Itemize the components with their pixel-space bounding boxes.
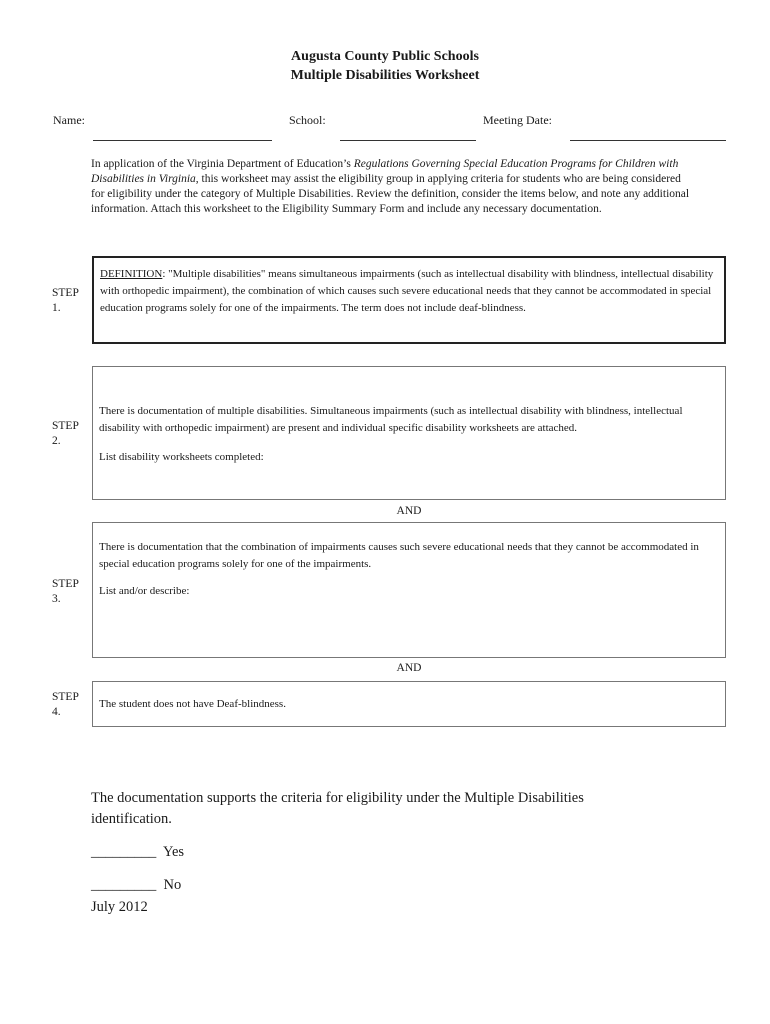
definition-term: DEFINITION	[100, 268, 163, 280]
document-title: Augusta County Public Schools	[291, 49, 479, 64]
step-1-label: STEP 1.	[52, 287, 79, 314]
definition-text	[100, 266, 718, 317]
step-3-prompt: List and/or describe:	[99, 585, 190, 597]
document-subtitle: Multiple Disabilities Worksheet	[290, 68, 480, 83]
intro-paragraph	[91, 157, 691, 217]
yes-option[interactable]	[91, 842, 184, 863]
step-4-box[interactable]	[92, 681, 726, 727]
meeting-date-field[interactable]	[570, 140, 726, 141]
no-option[interactable]	[91, 875, 181, 896]
yes-label: Yes	[162, 844, 185, 860]
step-2-prompt: List disability worksheets completed:	[99, 451, 264, 463]
step-3-text: There is documentation that the combination of impairments causes such severe educational needs that they cannot be accommodated in special education programs solely for one of the impairments.	[99, 541, 699, 570]
step-2-box[interactable]	[92, 366, 726, 500]
meeting-date-label: Meeting Date:	[483, 113, 552, 127]
name-field[interactable]	[93, 140, 272, 141]
intro-rest: , this worksheet may assist the eligibility group in applying criteria for students who are being considered for eligibility under the category of Multiple Disabilities. Review the definition, consider the items below, and note any additional information. Attach this worksheet to the Eligibility Summary Form and include any necessary documentation.	[91, 173, 690, 215]
regulation-title: Regulations Governing Special Education Programs for Children with Disabilities in Virginia	[91, 158, 679, 185]
step-4-label: STEP 4.	[52, 691, 79, 718]
footer-date: July 2012	[91, 899, 148, 915]
yes-blank[interactable]: _________	[91, 844, 157, 860]
step-2-label: STEP 2.	[52, 420, 79, 447]
school-field[interactable]	[340, 140, 476, 141]
school-label: School:	[289, 113, 326, 127]
step-2-text: There is documentation of multiple disabilities. Simultaneous impairments (such as intellectual disability with blindness, intellectual disability with orthopedic impairment) are present and individual specific disability worksheets are attached.	[99, 405, 683, 434]
step-3-label: STEP 3.	[52, 578, 79, 605]
and-connector-2: AND	[396, 662, 422, 674]
definition-box	[92, 256, 726, 344]
intro-lead: In application of the Virginia Department of Education’s	[91, 158, 354, 170]
no-blank[interactable]: _________	[91, 877, 157, 893]
and-connector-1: AND	[396, 505, 422, 517]
name-label: Name:	[53, 113, 85, 127]
no-label: No	[163, 877, 182, 893]
step-4-text: The student does not have Deaf-blindness.	[99, 698, 286, 710]
definition-body: : "Multiple disabilities" means simultaneous impairments (such as intellectual disability with blindness, intellectual disability with orthopedic impairment), the combination of which causes such severe educational needs that they cannot be accommodated in special education programs solely for one of the impairments. The term does not include deaf-blindness.	[100, 268, 714, 314]
step-3-box[interactable]	[92, 522, 726, 658]
conclusion-text: The documentation supports the criteria for eligibility under the Multiple Disabilities identification.	[91, 790, 584, 827]
